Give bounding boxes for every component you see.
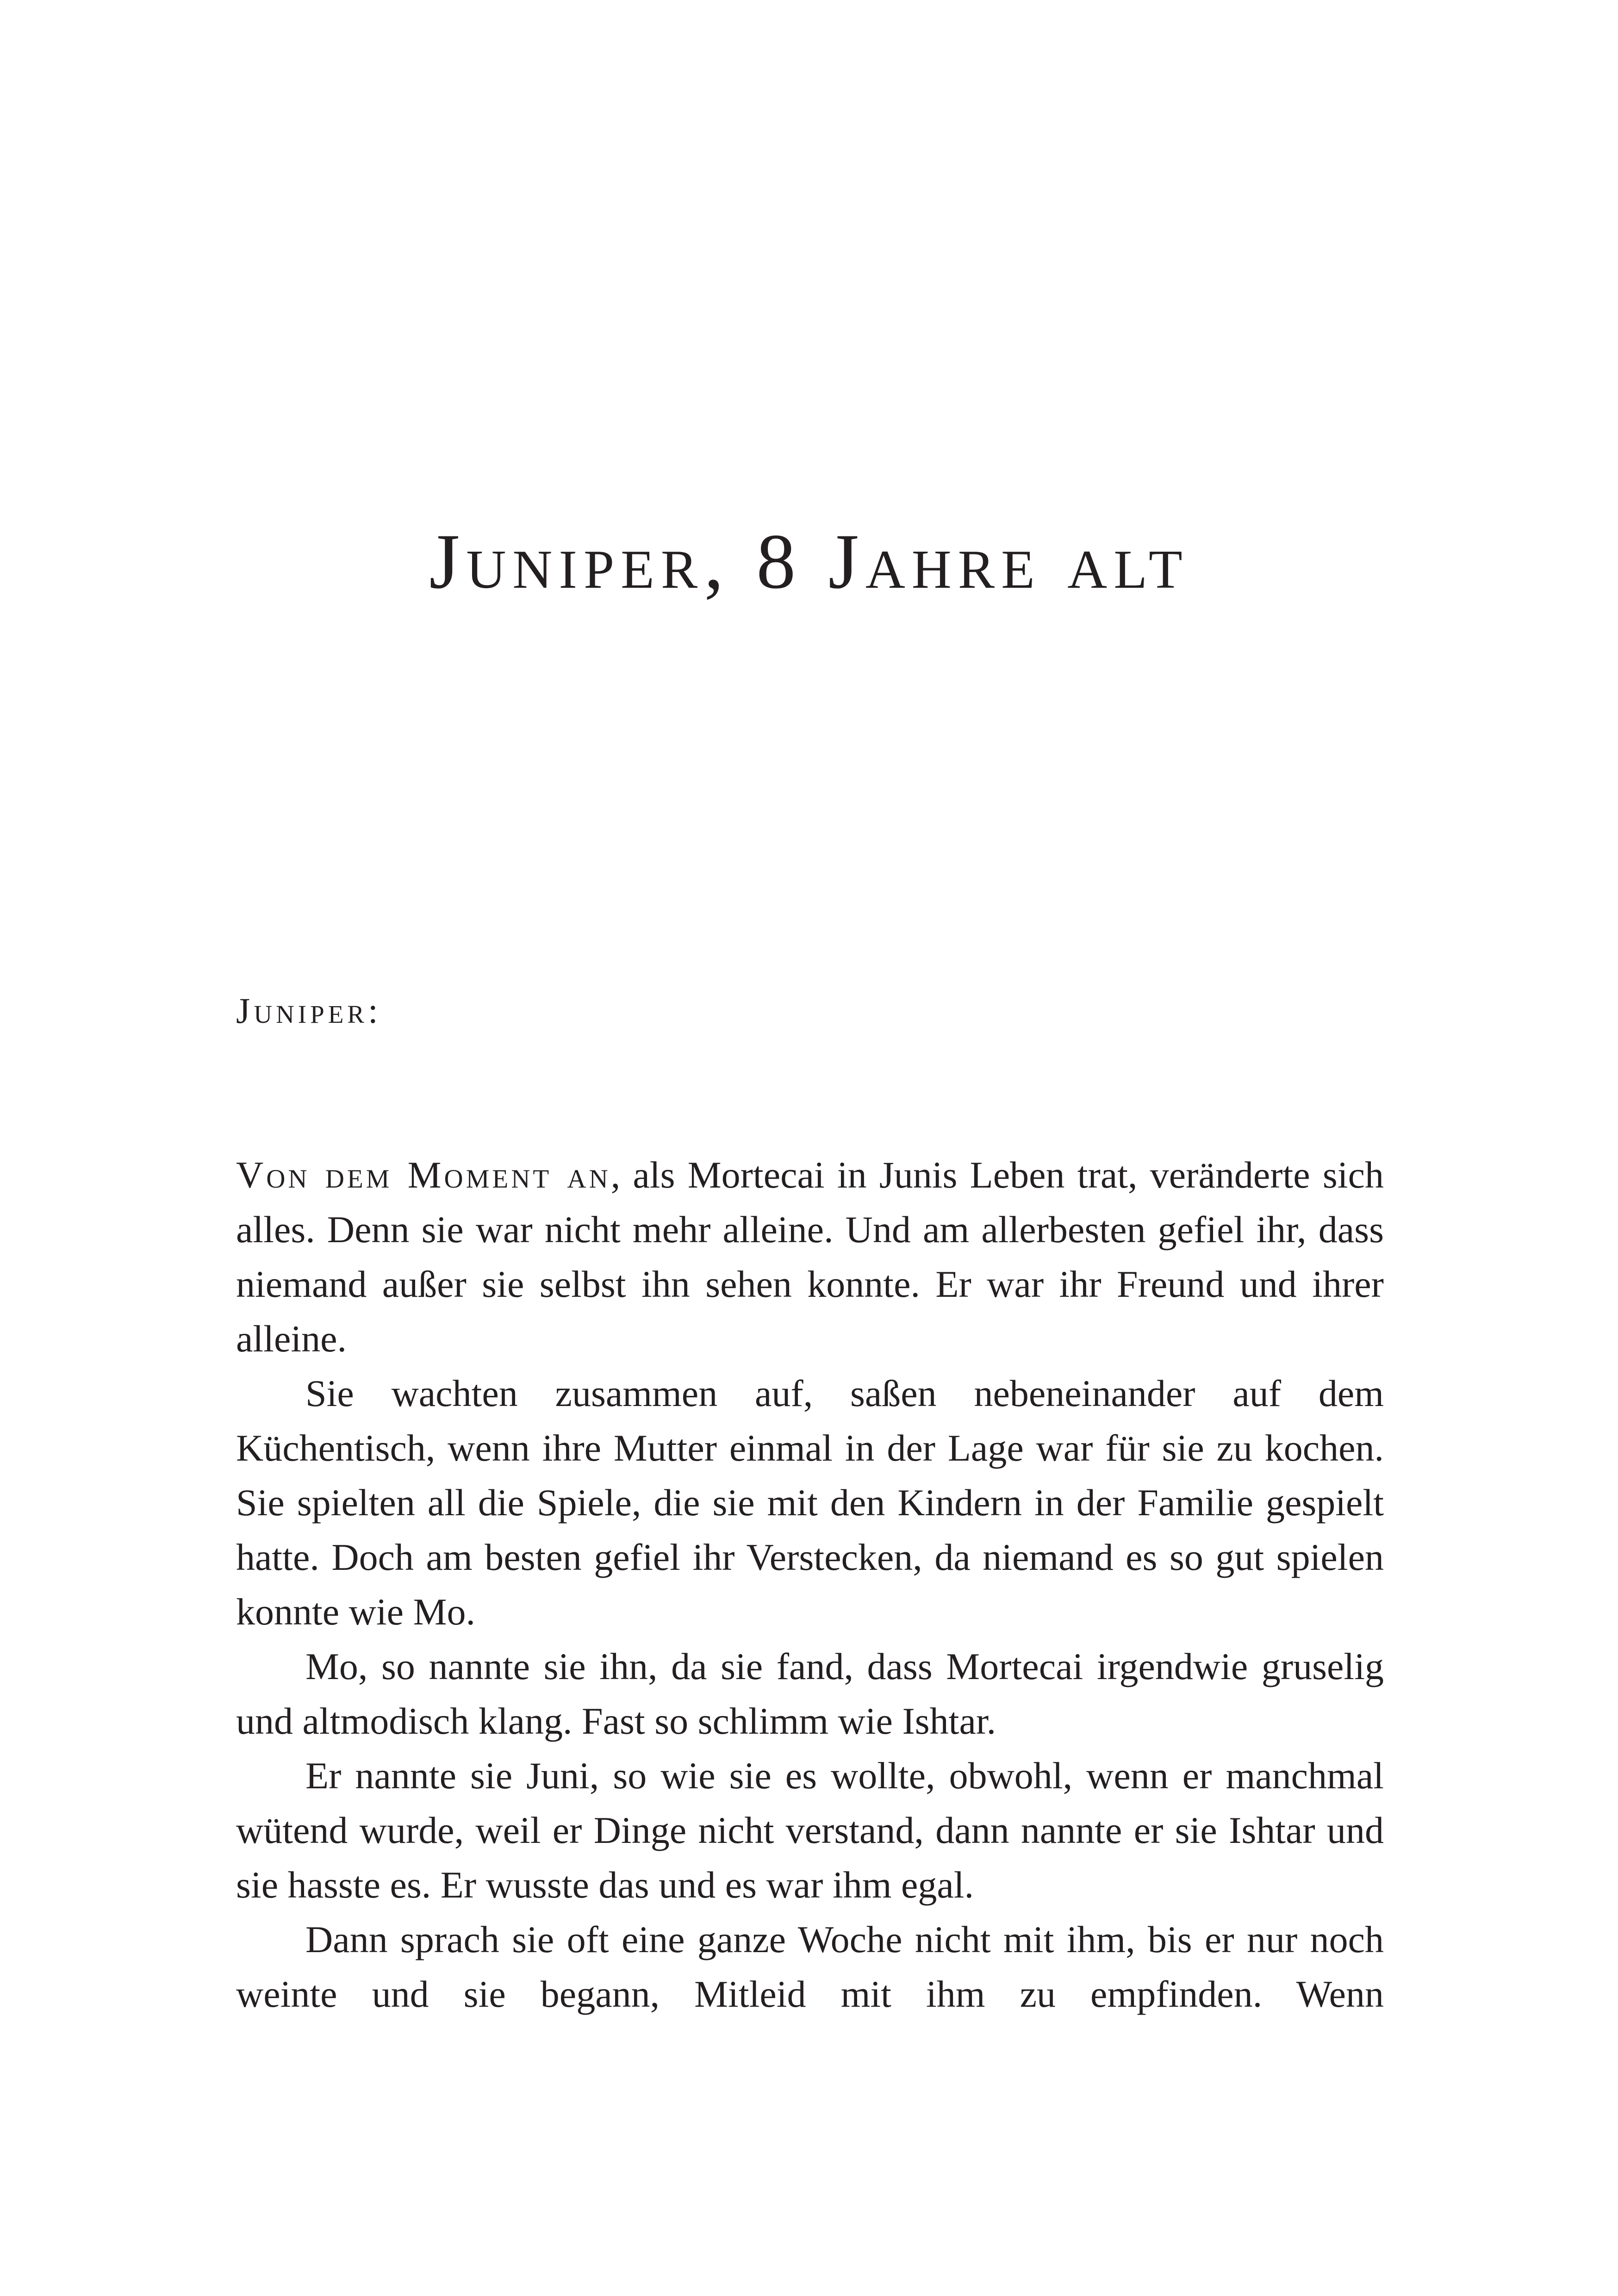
paragraph-1 xyxy=(236,1148,1384,1366)
body-text xyxy=(236,1148,1384,2022)
paragraph-1-text: , als Mortecai in Junis Leben trat, veränderte sich alles. Denn sie war nicht mehr alleine. Und am allerbesten gefiel ihr, dass niemand außer sie selbst ihn sehen konnte. Er war ihr Freund und ihrer alleine. xyxy=(236,1154,1384,1360)
chapter-title: Juniper, 8 Jahre alt xyxy=(429,518,1189,605)
section-speaker-label: Juniper: xyxy=(236,990,382,1031)
paragraph-3: Mo, so nannte sie ihn, da sie fand, dass Mortecai irgendwie gruselig und altmodisch klang. Fast so schlimm wie Ishtar. xyxy=(236,1645,1384,1742)
paragraph-4: Er nannte sie Juni, so wie sie es wollte, obwohl, wenn er manchmal wütend wurde, weil er Dinge nicht verstand, dann nannte er sie Ishtar und sie hasste es. Er wusste das und es war ihm egal. xyxy=(236,1755,1384,1906)
paragraph-2: Sie wachten zusammen auf, saßen nebeneinander auf dem Küchentisch, wenn ihre Mutter einmal in der Lage war für sie zu kochen. Sie spielten all die Spiele, die sie mit den Kindern in der Familie gespielt hatte. Doch am besten gefiel ihr Verstecken, da niemand es so gut spielen konnte wie Mo. xyxy=(236,1372,1384,1633)
paragraph-5: Dann sprach sie oft eine ganze Woche nicht mit ihm, bis er nur noch weinte und sie begann, Mitleid mit ihm zu empfinden. Wenn xyxy=(236,1918,1384,2015)
opening-small-caps: Von dem Moment an xyxy=(236,1154,611,1196)
